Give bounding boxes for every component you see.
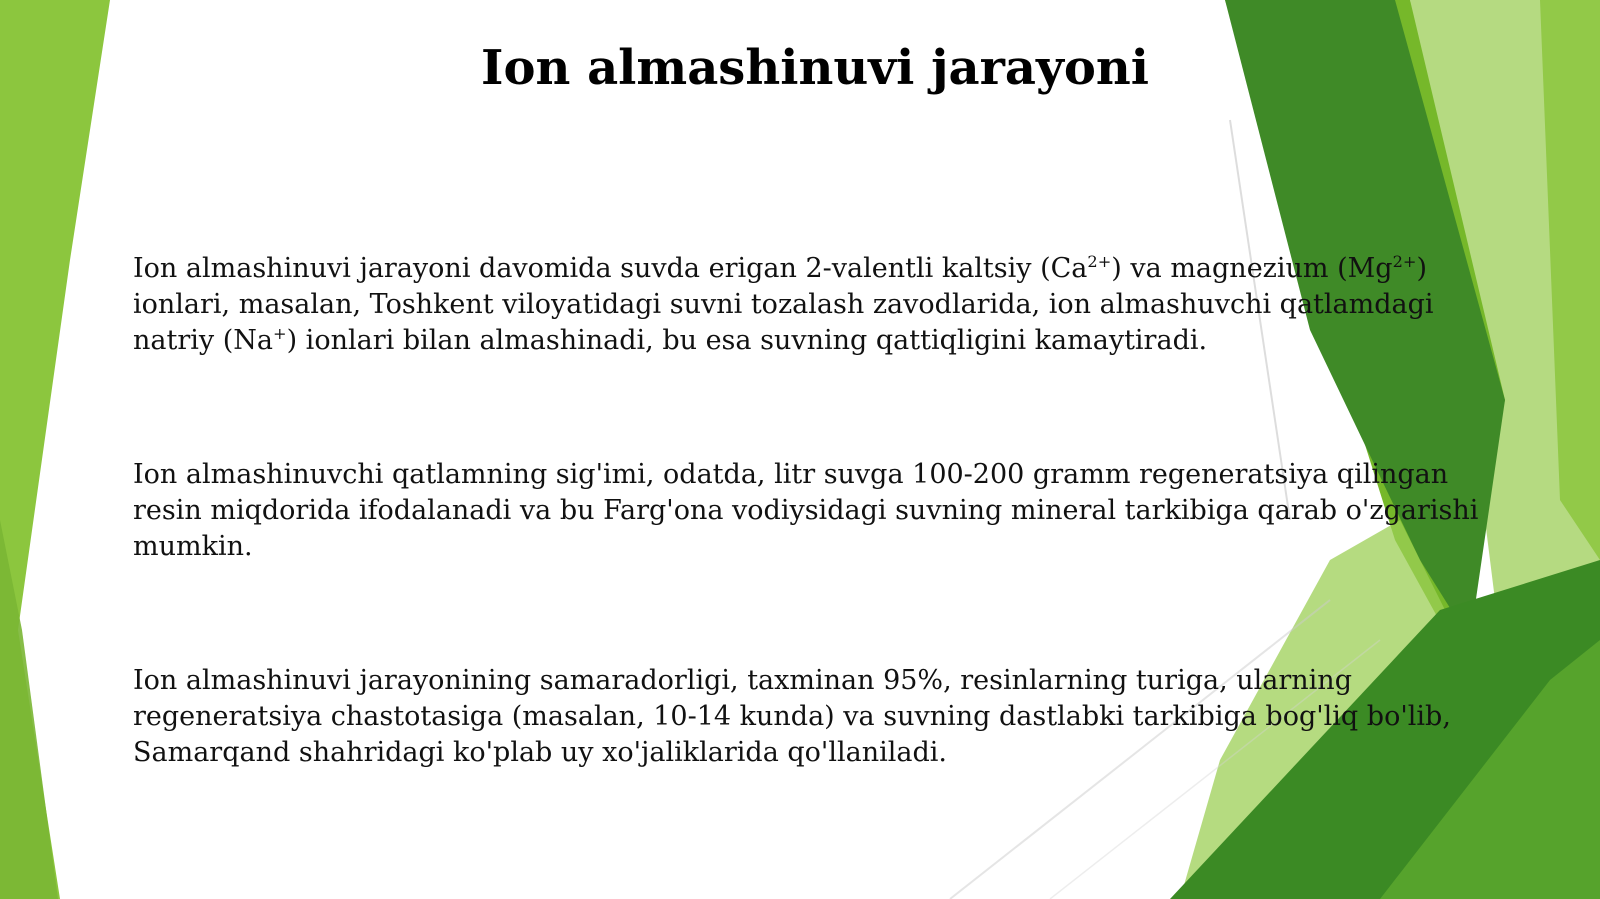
- superscript: 2+: [1392, 252, 1417, 271]
- paragraph-ion-exchange-process: [133, 251, 1493, 359]
- paragraph-text: ) va magnezium (Mg: [1111, 253, 1393, 284]
- left-green-shade: [0, 520, 58, 899]
- paragraph-text: ) ionlari bilan almashinadi, bu esa suvning qattiqligini kamaytiradi.: [286, 325, 1208, 356]
- paragraph-text: Ion almashinuvi jarayoni davomida suvda erigan 2-valentli kaltsiy (Ca: [133, 253, 1088, 284]
- paragraph-text: ) ionlari, masalan, Toshkent viloyatidagi suvni tozalash zavodlarida, ion almashuvchi qatlamdagi natriy (Na: [133, 253, 1434, 356]
- slide-title: Ion almashinuvi jarayoni: [481, 40, 1149, 96]
- superscript: 2+: [1087, 252, 1112, 271]
- paragraph-exchange-capacity: Ion almashinuvchi qatlamning sig'imi, odatda, litr suvga 100-200 gramm regeneratsiya qilingan resin miqdorida ifodalanadi va bu Farg'ona vodiysidagi suvning mineral tarkibiga qarab o'zgarishi mumkin.: [133, 459, 1479, 562]
- paragraph-efficiency: Ion almashinuvi jarayonining samaradorligi, taxminan 95%, resinlarning turiga, ularning regeneratsiya chastotasiga (masalan, 10-14 kunda) va suvning dastlabki tarkibiga bog'liq bo'lib, Samarqand shahridagi ko'plab uy xo'jaliklarida qo'llaniladi.: [133, 665, 1451, 768]
- superscript: +: [272, 324, 287, 343]
